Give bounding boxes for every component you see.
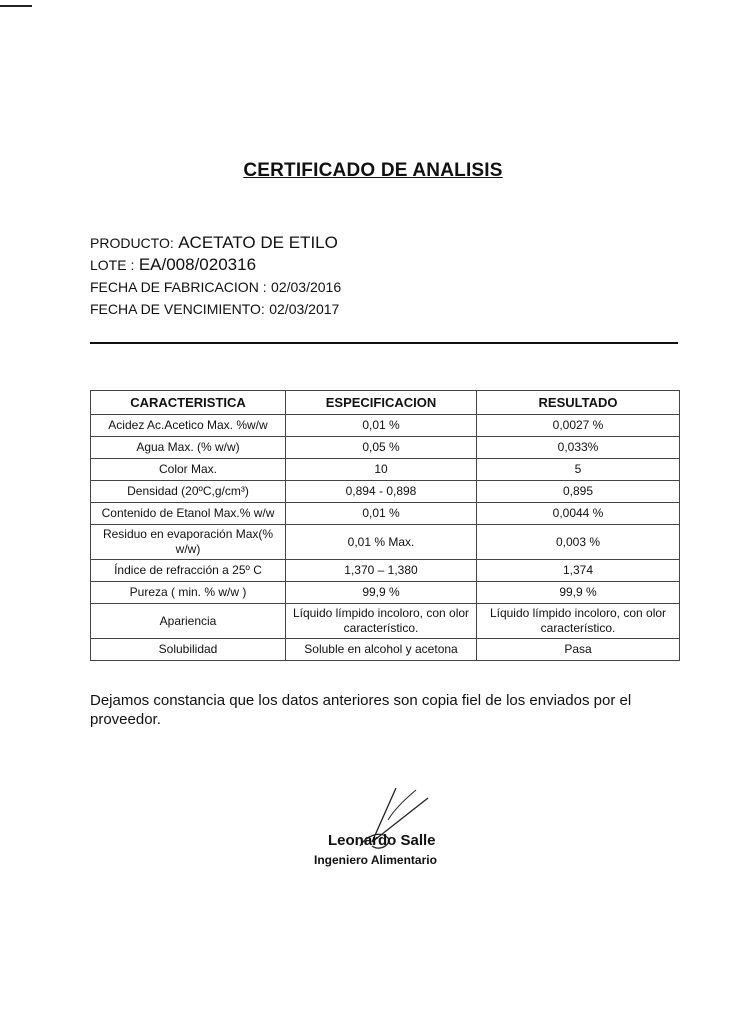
cell-especificacion: 0,01 %: [286, 415, 477, 437]
cell-especificacion: Soluble en alcohol y acetona: [286, 639, 477, 661]
table-row: [91, 459, 680, 481]
cell-caracteristica: Residuo en evaporación Max(% w/w): [91, 525, 286, 560]
vencimiento-label: FECHA DE VENCIMIENTO:: [90, 301, 265, 317]
table-row: [91, 481, 680, 503]
cell-especificacion: 0,894 - 0,898: [286, 481, 477, 503]
table-row: [91, 604, 680, 639]
table-row: [91, 582, 680, 604]
cell-resultado: 0,033%: [477, 437, 680, 459]
table-row: [91, 639, 680, 661]
lote-value: EA/008/020316: [138, 255, 257, 274]
cell-resultado: Líquido límpido incoloro, con olor característico.: [477, 604, 680, 639]
table-row: [91, 437, 680, 459]
vencimiento-value: 02/03/2017: [269, 301, 340, 317]
cell-caracteristica: Pureza ( min. % w/w ): [91, 582, 286, 604]
fabricacion-label: FECHA DE FABRICACION :: [90, 279, 267, 295]
cell-resultado: Pasa: [477, 639, 680, 661]
analysis-table: [90, 390, 680, 661]
signature-block: [300, 780, 500, 880]
cell-resultado: 0,0027 %: [477, 415, 680, 437]
cell-caracteristica: Apariencia: [91, 604, 286, 639]
cell-especificacion: Líquido límpido incoloro, con olor característico.: [286, 604, 477, 639]
cell-resultado: 5: [477, 459, 680, 481]
cell-caracteristica: Solubilidad: [91, 639, 286, 661]
cell-resultado: 0,003 %: [477, 525, 680, 560]
cell-resultado: 0,0044 %: [477, 503, 680, 525]
signer-title: Ingeniero Alimentario: [314, 853, 437, 867]
header-caracteristica: CARACTERISTICA: [91, 391, 286, 415]
separator-line: [90, 342, 678, 344]
declaration-note: Dejamos constancia que los datos anteriores son copia fiel de los enviados por el proveedor.: [90, 692, 632, 728]
cell-caracteristica: Agua Max. (% w/w): [91, 437, 286, 459]
cell-especificacion: 0,05 %: [286, 437, 477, 459]
table-row: [91, 525, 680, 560]
cell-caracteristica: Densidad (20ºC,g/cm³): [91, 481, 286, 503]
cell-caracteristica: Acidez Ac.Acetico Max. %w/w: [91, 415, 286, 437]
product-info: [90, 232, 341, 320]
table-row: [91, 415, 680, 437]
lote-label: LOTE :: [90, 257, 135, 273]
cell-especificacion: 1,370 – 1,380: [286, 560, 477, 582]
cell-resultado: 0,895: [477, 481, 680, 503]
cell-resultado: 99,9 %: [477, 582, 680, 604]
table-row: [91, 503, 680, 525]
vencimiento-line: [90, 298, 341, 320]
document-title: CERTIFICADO DE ANALISIS: [243, 160, 503, 181]
cell-caracteristica: Índice de refracción a 25º C: [91, 560, 286, 582]
producto-label: PRODUCTO:: [90, 235, 174, 251]
cell-especificacion: 0,01 % Max.: [286, 525, 477, 560]
fabricacion-line: [90, 276, 341, 298]
cell-especificacion: 10: [286, 459, 477, 481]
corner-mark: [0, 5, 32, 7]
fabricacion-value: 02/03/2016: [271, 279, 342, 295]
producto-line: [90, 232, 341, 254]
cell-especificacion: 99,9 %: [286, 582, 477, 604]
cell-resultado: 1,374: [477, 560, 680, 582]
lote-line: [90, 254, 341, 276]
header-resultado: RESULTADO: [477, 391, 680, 415]
producto-value: ACETATO DE ETILO: [178, 233, 338, 252]
header-especificacion: ESPECIFICACION: [286, 391, 477, 415]
cell-especificacion: 0,01 %: [286, 503, 477, 525]
table-header-row: [91, 391, 680, 415]
cell-caracteristica: Contenido de Etanol Max.% w/w: [91, 503, 286, 525]
signer-name: Leonardo Salle: [328, 832, 436, 849]
table-row: [91, 560, 680, 582]
cell-caracteristica: Color Max.: [91, 459, 286, 481]
